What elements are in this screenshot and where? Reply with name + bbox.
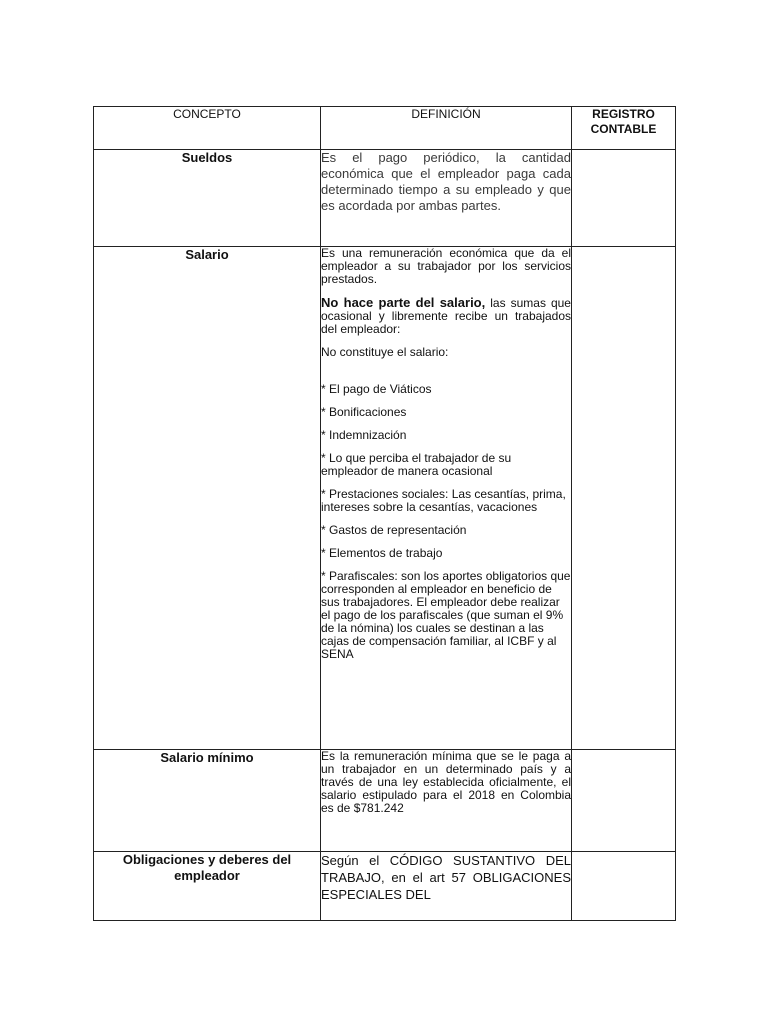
salario-item: * Lo que perciba el trabajador de su empleador de manera ocasional [321, 451, 512, 478]
salario-item: * Gastos de representación [321, 523, 467, 537]
table-row-sueldos [94, 150, 676, 247]
definition-obligaciones-cell [321, 852, 572, 921]
salario-no-hace-parte-bold: No hace parte del salario, [321, 295, 486, 310]
salario-intro: Es una remuneración económica que da el empleador a su trabajador por los servicios prestados. [321, 246, 571, 286]
concepts-table [93, 106, 676, 921]
header-registro-line2: CONTABLE [590, 122, 657, 136]
registro-obligaciones-cell [572, 852, 676, 921]
table-row-salario-minimo [94, 750, 676, 852]
definition-salario-cell [321, 247, 572, 750]
table-header-row [94, 107, 676, 150]
registro-salario-cell [572, 247, 676, 750]
salario-item: * Elementos de trabajo [321, 546, 443, 560]
concept-sueldos: Sueldos [94, 150, 321, 247]
definition-sueldos: Es el pago periódico, la cantidad económica que el empleador paga cada determinado tiempo a su empleado y que es acordada por ambas partes. [321, 150, 571, 213]
salario-item: * Bonificaciones [321, 405, 407, 419]
definition-sueldos-cell [321, 150, 572, 247]
concept-obligaciones: Obligaciones y deberes del empleador [94, 852, 321, 921]
salario-no-hace-parte-rest: las sumas que ocasional y libremente recibe un trabajados del empleador: [321, 296, 571, 336]
definition-salario-minimo-cell [321, 750, 572, 852]
header-concepto: CONCEPTO [94, 107, 321, 150]
table-row-salario [94, 247, 676, 750]
header-registro-contable [572, 107, 676, 150]
registro-sueldos-cell [572, 150, 676, 247]
definition-obligaciones: Según el CÓDIGO SUSTANTIVO DEL TRABAJO, en el art 57 OBLIGACIONES ESPECIALES DEL [321, 853, 571, 902]
salario-no-hace-parte [321, 296, 571, 336]
table-row-obligaciones [94, 852, 676, 921]
header-definicion: DEFINICIÓN [321, 107, 572, 150]
salario-item: * Prestaciones sociales: Las cesantías, prima, intereses sobre la cesantías, vacaciones [321, 487, 566, 514]
salario-item: * Parafiscales: son los aportes obligatorios que corresponden al empleador en beneficio de sus trabajadores. El empleador debe realizar el pago de los parafiscales (que suman el 9% de la nómina) los cuales se destinan a las cajas de compensación familiar, al ICBF y al SENA [321, 569, 571, 661]
header-registro-line1: REGISTRO [592, 107, 655, 121]
salario-item: * Indemnización [321, 428, 407, 442]
salario-item: * El pago de Viáticos [321, 382, 432, 396]
salario-no-constituye: No constituye el salario: [321, 345, 449, 359]
concept-salario-minimo: Salario mínimo [94, 750, 321, 852]
registro-salario-minimo-cell [572, 750, 676, 852]
definition-salario-minimo: Es la remuneración mínima que se le paga a un trabajador en un determinado país y a través de una ley establecida oficialmente, el salario estipulado para el 2018 en Colombia es de $781.242 [321, 749, 571, 815]
concept-salario: Salario [94, 247, 321, 750]
